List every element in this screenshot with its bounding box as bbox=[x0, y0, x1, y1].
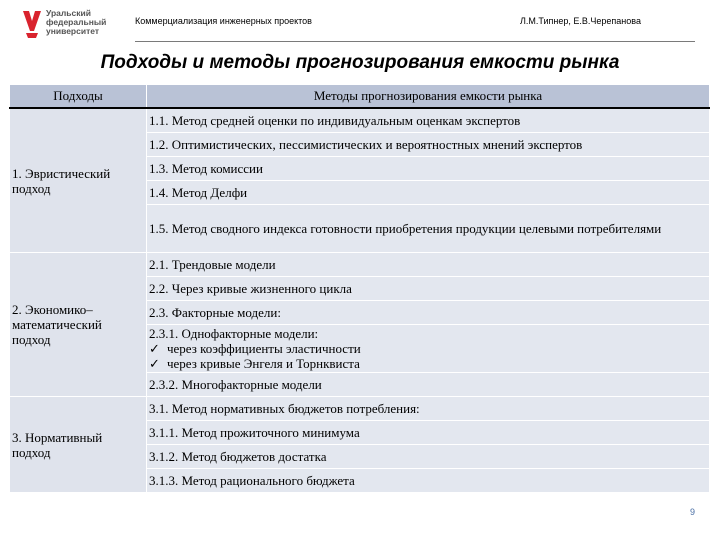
check-icon: ✓ bbox=[149, 356, 160, 371]
method-cell: 3.1.3. Метод рационального бюджета bbox=[147, 469, 710, 493]
column-header-approaches: Подходы bbox=[10, 85, 147, 109]
urfu-logo-icon bbox=[21, 9, 43, 39]
method-cell: 2.2. Через кривые жизненного цикла bbox=[147, 277, 710, 301]
methods-table bbox=[9, 84, 710, 493]
table-row bbox=[10, 397, 710, 421]
slide-title: Подходы и методы прогнозирования емкости рынка bbox=[100, 52, 620, 73]
method-cell: 3.1. Метод нормативных бюджетов потребления: bbox=[147, 397, 710, 421]
method-cell: 3.1.2. Метод бюджетов достатка bbox=[147, 445, 710, 469]
approach-heuristic: 1. Эвристический подход bbox=[10, 108, 147, 253]
method-cell: 1.1. Метод средней оценки по индивидуальным оценкам экспертов bbox=[147, 108, 710, 133]
method-cell: 2.3.2. Многофакторные модели bbox=[147, 373, 710, 397]
header-divider bbox=[135, 41, 695, 42]
method-cell: 3.1.1. Метод прожиточного минимума bbox=[147, 421, 710, 445]
page-number: 9 bbox=[690, 507, 696, 517]
column-header-methods: Методы прогнозирования емкости рынка bbox=[147, 85, 710, 109]
approach-econ-math: 2. Экономико– математический подход bbox=[10, 253, 147, 397]
method-cell: 1.3. Метод комиссии bbox=[147, 157, 710, 181]
method-cell: 2.3.1. Однофакторные модели: ✓ через коэффициенты эластичности ✓ через кривые Энгеля и Торнквиста bbox=[147, 325, 710, 373]
table-row bbox=[10, 108, 710, 133]
check-icon: ✓ bbox=[149, 341, 160, 356]
table-header-row bbox=[10, 85, 710, 109]
university-logo bbox=[21, 9, 131, 41]
method-cell: 2.1. Трендовые модели bbox=[147, 253, 710, 277]
authors: Л.М.Типнер, Е.В.Черепанова bbox=[520, 16, 641, 26]
slide-header bbox=[0, 0, 720, 44]
method-cell: 1.4. Метод Делфи bbox=[147, 181, 710, 205]
approach-normative: 3. Нормативный подход bbox=[10, 397, 147, 493]
method-cell: 2.3. Факторные модели: bbox=[147, 301, 710, 325]
method-cell: 1.5. Метод сводного индекса готовности приобретения продукции целевыми потребителями bbox=[147, 205, 710, 253]
method-cell: 1.2. Оптимистических, пессимистических и вероятностных мнений экспертов bbox=[147, 133, 710, 157]
logo-wordmark: Уральский федеральный университет bbox=[46, 8, 107, 36]
course-title: Коммерциализация инженерных проектов bbox=[135, 16, 312, 26]
table-row bbox=[10, 253, 710, 277]
